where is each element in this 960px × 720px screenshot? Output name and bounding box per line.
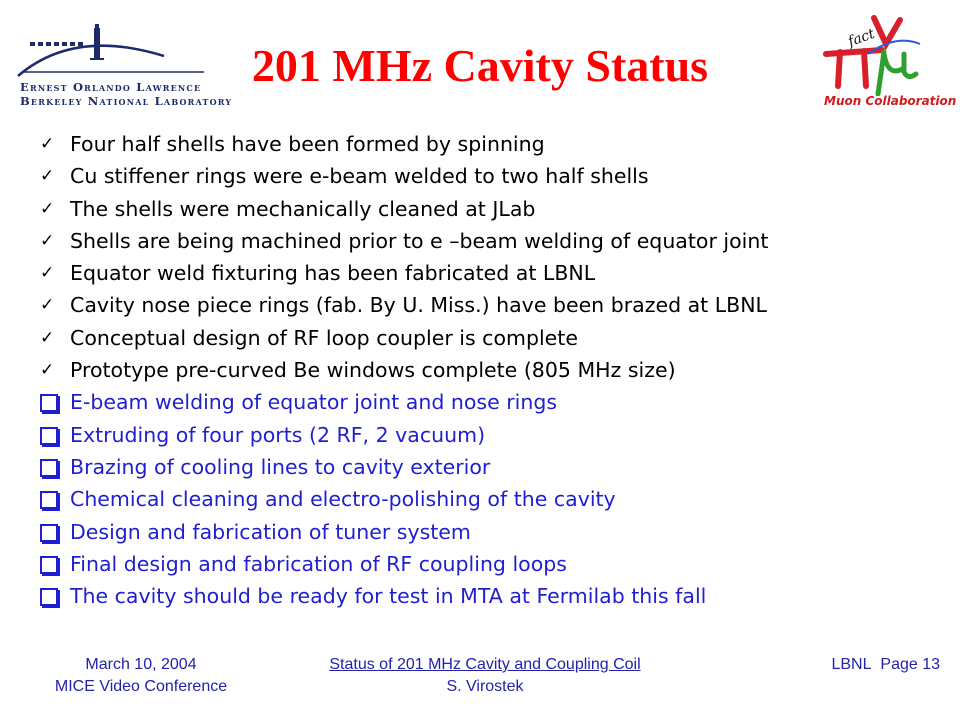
bullet-text: The cavity should be ready for test in MTA at Fermilab this fall	[70, 584, 707, 609]
checkmark-icon: ✓	[40, 166, 55, 187]
bullet-text: The shells were mechanically cleaned at JLab	[70, 196, 536, 221]
bullet-item	[40, 451, 940, 483]
bullet-item	[40, 160, 940, 192]
footer-org: LBNL	[831, 656, 872, 673]
lbnl-name-line1: Ernest Orlando Lawrence	[20, 80, 202, 94]
muon-caption: Muon Collaboration	[824, 94, 957, 108]
checkbox-icon	[40, 491, 58, 509]
footer-center	[290, 654, 680, 698]
bullet-item	[40, 419, 940, 451]
footer-talk-title: Status of 201 MHz Cavity and Coupling Coil	[329, 656, 641, 673]
bullet-item	[40, 483, 940, 515]
checkbox-icon	[40, 588, 58, 606]
lbnl-name-line2: Berkeley National Laboratory	[20, 94, 233, 108]
checkbox-icon	[40, 556, 58, 574]
bullet-text: E-beam welding of equator joint and nose rings	[70, 390, 558, 415]
checkmark-icon: ✓	[40, 327, 55, 348]
bullet-item	[40, 225, 940, 257]
bullet-item	[40, 128, 940, 160]
footer-author: S. Virostek	[446, 678, 524, 695]
checkmark-icon: ✓	[40, 230, 55, 251]
bullet-item	[40, 193, 940, 225]
checkbox-icon	[40, 524, 58, 542]
checkbox-icon	[40, 427, 58, 445]
slide-title: 201 MHz Cavity Status	[251, 40, 709, 91]
footer-event: MICE Video Conference	[54, 678, 228, 695]
bullet-text: Four half shells have been formed by spinning	[70, 132, 545, 156]
checkmark-icon: ✓	[40, 134, 55, 154]
bullet-text: Cavity nose piece rings (fab. By U. Miss.) have been brazed at LBNL	[70, 293, 767, 318]
bullet-text: Final design and fabrication of RF coupling loops	[70, 551, 567, 576]
bullet-text: Brazing of cooling lines to cavity exterior	[70, 454, 491, 479]
bullet-item	[40, 257, 940, 289]
checkmark-icon: ✓	[40, 263, 55, 284]
footer-page-number: Page 13	[880, 656, 940, 673]
bullet-item	[40, 548, 940, 580]
fact-label: fact	[846, 25, 877, 51]
bullet-item	[40, 354, 940, 386]
bullet-item	[40, 386, 940, 418]
muon-collaboration-logo	[812, 14, 957, 108]
checkmark-icon: ✓	[40, 360, 55, 381]
bullet-text: Conceptual design of RF loop coupler is complete	[70, 325, 578, 350]
footer-date: March 10, 2004	[85, 656, 197, 673]
bullet-text: Prototype pre-curved Be windows complete (805 MHz size)	[70, 358, 676, 383]
status-bullet-list	[40, 128, 940, 612]
nu-mu-pi-icon	[812, 14, 942, 96]
bullet-item	[40, 580, 940, 612]
bullet-item	[40, 516, 940, 548]
checkbox-icon	[40, 394, 58, 412]
bullet-text: Extruding of four ports (2 RF, 2 vacuum)	[70, 422, 486, 447]
bullet-text: Chemical cleaning and electro-polishing of the cavity	[70, 487, 616, 512]
checkbox-icon	[40, 459, 58, 477]
footer-left	[36, 654, 246, 698]
footer-right	[800, 654, 940, 676]
checkmark-icon: ✓	[40, 295, 55, 316]
checkmark-icon: ✓	[40, 198, 55, 219]
bullet-text: Shells are being machined prior to e –beam welding of equator joint	[70, 228, 769, 253]
bullet-text: Cu stiffener rings were e-beam welded to two half shells	[70, 164, 649, 189]
bullet-item	[40, 289, 940, 321]
bullet-text: Equator weld fixturing has been fabricated at LBNL	[70, 261, 596, 286]
bullet-item	[40, 322, 940, 354]
bullet-text: Design and fabrication of tuner system	[70, 519, 471, 544]
